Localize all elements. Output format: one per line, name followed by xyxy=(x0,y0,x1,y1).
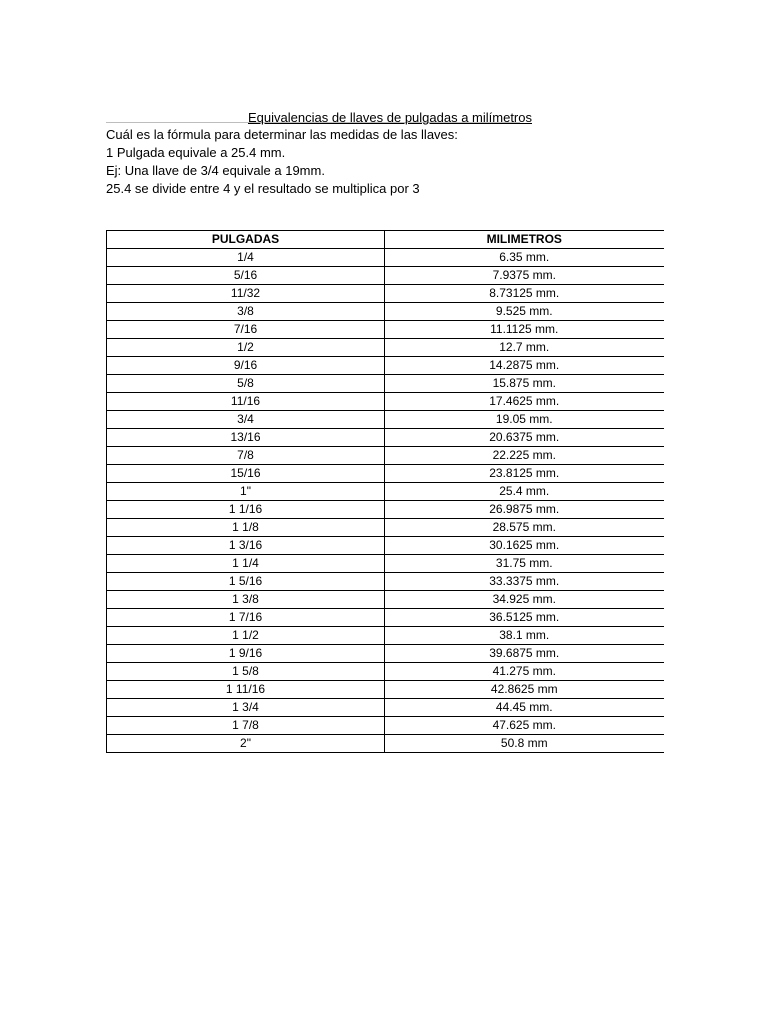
cell-pulgadas: 7/16 xyxy=(107,321,385,339)
cell-milimetros: 19.05 mm. xyxy=(385,411,664,429)
cell-pulgadas: 5/16 xyxy=(107,267,385,285)
cell-pulgadas: 1 5/16 xyxy=(107,573,385,591)
cell-milimetros: 6.35 mm. xyxy=(385,249,664,267)
table-row xyxy=(107,555,664,573)
document-title: Equivalencias de llaves de pulgadas a milímetros xyxy=(248,110,532,125)
table-row xyxy=(107,717,664,735)
table-row xyxy=(107,519,664,537)
cell-pulgadas: 1/4 xyxy=(107,249,385,267)
table-row xyxy=(107,285,664,303)
cell-pulgadas: 3/8 xyxy=(107,303,385,321)
cell-pulgadas: 9/16 xyxy=(107,357,385,375)
cell-pulgadas: 1 5/8 xyxy=(107,663,385,681)
cell-milimetros: 9.525 mm. xyxy=(385,303,664,321)
cell-milimetros: 7.9375 mm. xyxy=(385,267,664,285)
cell-pulgadas: 1 9/16 xyxy=(107,645,385,663)
cell-milimetros: 36.5125 mm. xyxy=(385,609,664,627)
cell-milimetros: 30.1625 mm. xyxy=(385,537,664,555)
table-row xyxy=(107,339,664,357)
cell-pulgadas: 13/16 xyxy=(107,429,385,447)
table-row xyxy=(107,303,664,321)
header-pulgadas: PULGADAS xyxy=(107,231,385,249)
cell-milimetros: 20.6375 mm. xyxy=(385,429,664,447)
cell-pulgadas: 1 3/4 xyxy=(107,699,385,717)
table-row xyxy=(107,465,664,483)
cell-pulgadas: 1 3/8 xyxy=(107,591,385,609)
table-row xyxy=(107,591,664,609)
cell-pulgadas: 5/8 xyxy=(107,375,385,393)
cell-pulgadas: 3/4 xyxy=(107,411,385,429)
table-row xyxy=(107,375,664,393)
intro-line-formula: 25.4 se divide entre 4 y el resultado se multiplica por 3 xyxy=(106,181,420,196)
cell-milimetros: 17.4625 mm. xyxy=(385,393,664,411)
cell-milimetros: 25.4 mm. xyxy=(385,483,664,501)
table-row xyxy=(107,699,664,717)
cell-milimetros: 33.3375 mm. xyxy=(385,573,664,591)
cell-pulgadas: 1 1/4 xyxy=(107,555,385,573)
table-row xyxy=(107,357,664,375)
cell-milimetros: 26.9875 mm. xyxy=(385,501,664,519)
cell-pulgadas: 1 11/16 xyxy=(107,681,385,699)
cell-milimetros: 23.8125 mm. xyxy=(385,465,664,483)
cell-milimetros: 22.225 mm. xyxy=(385,447,664,465)
equivalence-table xyxy=(106,230,664,753)
table-row xyxy=(107,411,664,429)
cell-milimetros: 8.73125 mm. xyxy=(385,285,664,303)
cell-milimetros: 14.2875 mm. xyxy=(385,357,664,375)
table-row xyxy=(107,249,664,267)
cell-milimetros: 41.275 mm. xyxy=(385,663,664,681)
cell-pulgadas: 1" xyxy=(107,483,385,501)
cell-milimetros: 31.75 mm. xyxy=(385,555,664,573)
table-header-row xyxy=(107,231,664,249)
cell-pulgadas: 11/32 xyxy=(107,285,385,303)
cell-milimetros: 44.45 mm. xyxy=(385,699,664,717)
table-row xyxy=(107,645,664,663)
cell-pulgadas: 11/16 xyxy=(107,393,385,411)
cell-pulgadas: 1 1/8 xyxy=(107,519,385,537)
cell-milimetros: 42.8625 mm xyxy=(385,681,664,699)
cell-pulgadas: 1 3/16 xyxy=(107,537,385,555)
table-row xyxy=(107,429,664,447)
cell-pulgadas: 1 1/2 xyxy=(107,627,385,645)
header-milimetros: MILIMETROS xyxy=(385,231,664,249)
table-row xyxy=(107,321,664,339)
cell-milimetros: 12.7 mm. xyxy=(385,339,664,357)
cell-pulgadas: 1 7/16 xyxy=(107,609,385,627)
intro-line-example: Ej: Una llave de 3/4 equivale a 19mm. xyxy=(106,163,325,178)
cell-milimetros: 39.6875 mm. xyxy=(385,645,664,663)
cell-milimetros: 34.925 mm. xyxy=(385,591,664,609)
intro-line-question: Cuál es la fórmula para determinar las medidas de las llaves: xyxy=(106,127,458,142)
intro-line-inch-equivalence: 1 Pulgada equivale a 25.4 mm. xyxy=(106,145,286,160)
cell-pulgadas: 15/16 xyxy=(107,465,385,483)
table-row xyxy=(107,573,664,591)
cell-milimetros: 15.875 mm. xyxy=(385,375,664,393)
table-row xyxy=(107,663,664,681)
cell-pulgadas: 7/8 xyxy=(107,447,385,465)
cell-pulgadas: 1 7/8 xyxy=(107,717,385,735)
cell-milimetros: 50.8 mm xyxy=(385,735,664,753)
cell-milimetros: 11.1125 mm. xyxy=(385,321,664,339)
cell-pulgadas: 2" xyxy=(107,735,385,753)
table-row xyxy=(107,735,664,753)
cell-pulgadas: 1 1/16 xyxy=(107,501,385,519)
table-row xyxy=(107,501,664,519)
table-row xyxy=(107,483,664,501)
table-row xyxy=(107,609,664,627)
table-row xyxy=(107,393,664,411)
table-row xyxy=(107,627,664,645)
cell-milimetros: 38.1 mm. xyxy=(385,627,664,645)
intro-text xyxy=(106,126,666,198)
table-row xyxy=(107,681,664,699)
table-row xyxy=(107,267,664,285)
cell-milimetros: 28.575 mm. xyxy=(385,519,664,537)
cell-pulgadas: 1/2 xyxy=(107,339,385,357)
table-row xyxy=(107,537,664,555)
table-row xyxy=(107,447,664,465)
cell-milimetros: 47.625 mm. xyxy=(385,717,664,735)
table-body xyxy=(107,249,664,753)
